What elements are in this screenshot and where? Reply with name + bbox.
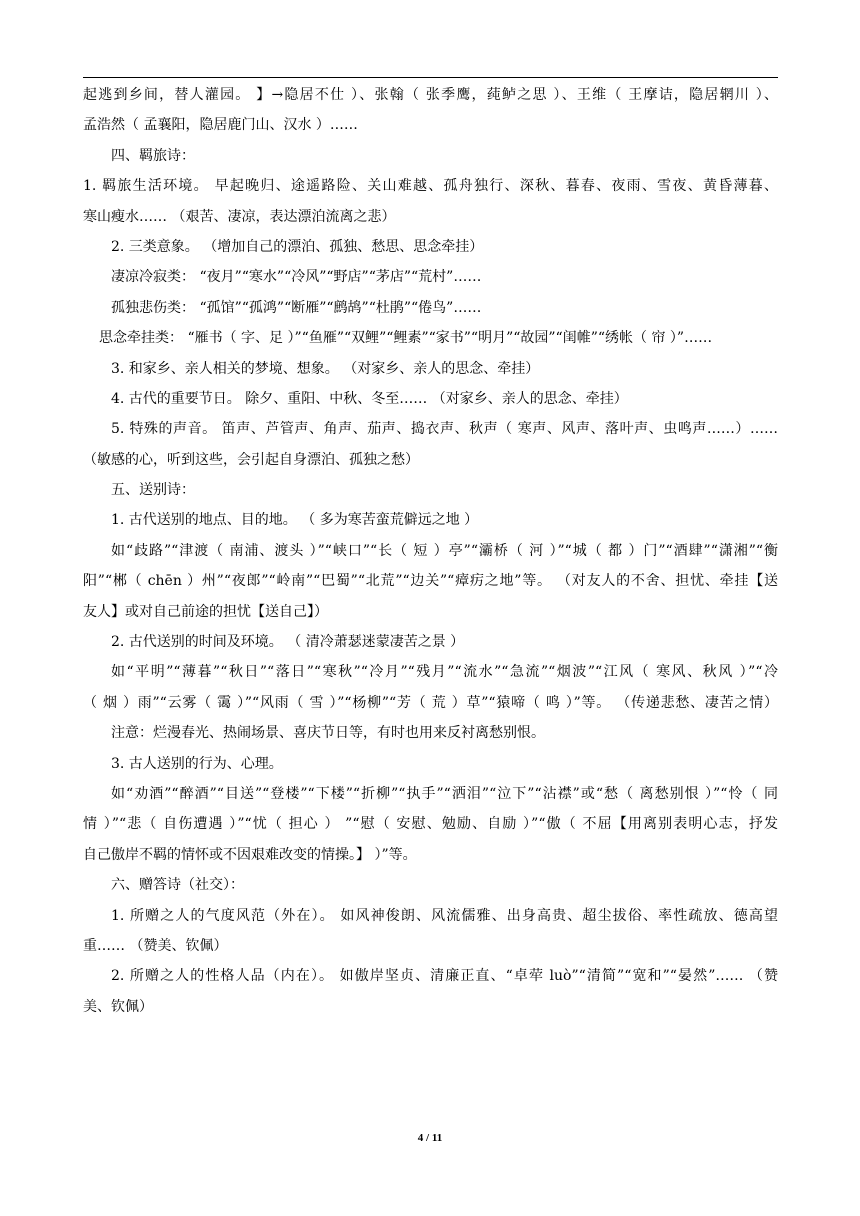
text-line: 1. 古代送别的地点、目的地。 （ 多为寒苦蛮荒僻远之地 ） (111, 512, 479, 529)
text-line: （ 烟 ）雨”“云雾（ 霭 ）”“风雨（ 雪 ）”“杨柳”“芳（ 荒 ）草”“猿啼（ 鸣 ）”等。 （传递悲愁、凄苦之情） (83, 694, 778, 711)
text-line: 重…… （赞美、钦佩） (83, 937, 228, 954)
text-line: 起逃到乡间，替人灌园。 】→隐居不仕 ）、张翰（ 张季鹰，莼鲈之思 ）、王维（ 王摩诘，隐居辋川 ）、 (83, 87, 778, 103)
text-line: 2. 所赠之人的性格人品（内在）。 如傲岸坚贞、清廉正直、“卓荦 luò”“清简”“宽和”“晏然”…… （赞 (111, 968, 778, 985)
text-line: 思念牵挂类： “雁书（ 字、足 ）”“鱼雁”“双鲤”“鲤素”“家书”“明月”“故园”“闺帷”“绣帐（ 帘 ）”…… (99, 330, 713, 347)
text-line: 自己傲岸不羁的情怀或不因艰难改变的情操。】 ）”等。 (83, 846, 417, 863)
text-line: 注意：烂漫春光、热闹场景、喜庆节日等，有时也用来反衬离愁别恨。 (111, 725, 545, 742)
text-line: 如“平明”“薄暮”“秋日”“落日”“寒秋”“冷月”“残月”“流水”“急流”“烟波”“江风（ 寒风、秋风 ）”“冷 (111, 664, 778, 681)
text-line: 如“歧路”“津渡（ 南浦、渡头 ）”“峡口”“长（ 短 ）亭”“灞桥（ 河 ）”“城（ 都 ）门”“酒肆”“潇湘”“衡 (111, 542, 778, 559)
page-number: 4 / 11 (417, 1132, 443, 1144)
text-line: 美、钦佩） (83, 998, 153, 1015)
section-heading: 六、赠答诗（社交）： (111, 877, 244, 894)
section-heading: 五、送别诗： (111, 482, 195, 499)
text-line: 1. 羁旅生活环境。 早起晚归、途遥路险、关山难越、孤舟独行、深秋、暮春、夜雨、雪夜、黄昏薄暮、 (83, 178, 778, 195)
text-line: 2. 三类意象。 （增加自己的漂泊、孤独、愁思、思念牵挂） (111, 238, 484, 255)
text-line: 4. 古代的重要节日。 除夕、重阳、中秋、冬至…… （对家乡、亲人的思念、牵挂） (111, 390, 628, 407)
text-line: 如“劝酒”“醉酒”“目送”“登楼”“下楼”“折柳”“执手”“洒泪”“泣下”“沾襟”或“愁（ 离愁别恨 ）”“怜（ 同 (111, 785, 778, 802)
document-body (83, 80, 778, 1022)
text-line: 寒山瘦水…… （艰苦、凄凉，表达漂泊流离之悲） (83, 208, 396, 225)
text-line: 2. 古代送别的时间及环境。 （ 清冷萧瑟迷蒙凄苦之景 ） (111, 634, 465, 651)
text-line: 孟浩然（ 孟襄阳，隐居鹿门山、汉水 ）…… (83, 117, 358, 134)
text-line: 3. 和家乡、亲人相关的梦境、想象。 （对家乡、亲人的思念、牵挂） (111, 360, 540, 377)
text-line: 3. 古人送别的行为、心理。 (111, 755, 283, 772)
text-line: 孤独悲伤类： “孤馆”“孤鸿”“断雁”“鹧鸪”“杜鹃”“倦鸟”…… (111, 299, 482, 316)
text-line: （敏感的心，听到这些，会引起自身漂泊、孤独之愁） (83, 451, 419, 468)
text-line: 阳”“郴（ chēn ）州”“夜郎”“岭南”“巴蜀”“北荒”“边关”“瘴疠之地”等。 （对友人的不舍、担忧、牵挂【送 (83, 573, 778, 590)
text-line: 情 ）”“悲（ 自伤遭遇 ）”“忧（ 担心 ） ”“慰（ 安慰、勉励、自励 ）”“傲（ 不屈【用离别表明心志，抒发 (83, 816, 778, 833)
text-line: 友人】或对自己前途的担忧【送自己】） (83, 603, 328, 620)
text-line: 1. 所赠之人的气度风范（外在）。 如风神俊朗、风流儒雅、出身高贵、超尘拔俗、率性疏放、德高望 (111, 907, 778, 924)
header-rule (83, 77, 778, 78)
text-line: 5. 特殊的声音。 笛声、芦管声、角声、茄声、捣衣声、秋声（ 寒声、风声、落叶声、虫鸣声……）…… (111, 421, 778, 438)
section-heading: 四、羁旅诗： (111, 147, 195, 164)
text-line: 凄凉冷寂类： “夜月”“寒水”“冷风”“野店”“茅店”“荒村”…… (111, 269, 482, 286)
